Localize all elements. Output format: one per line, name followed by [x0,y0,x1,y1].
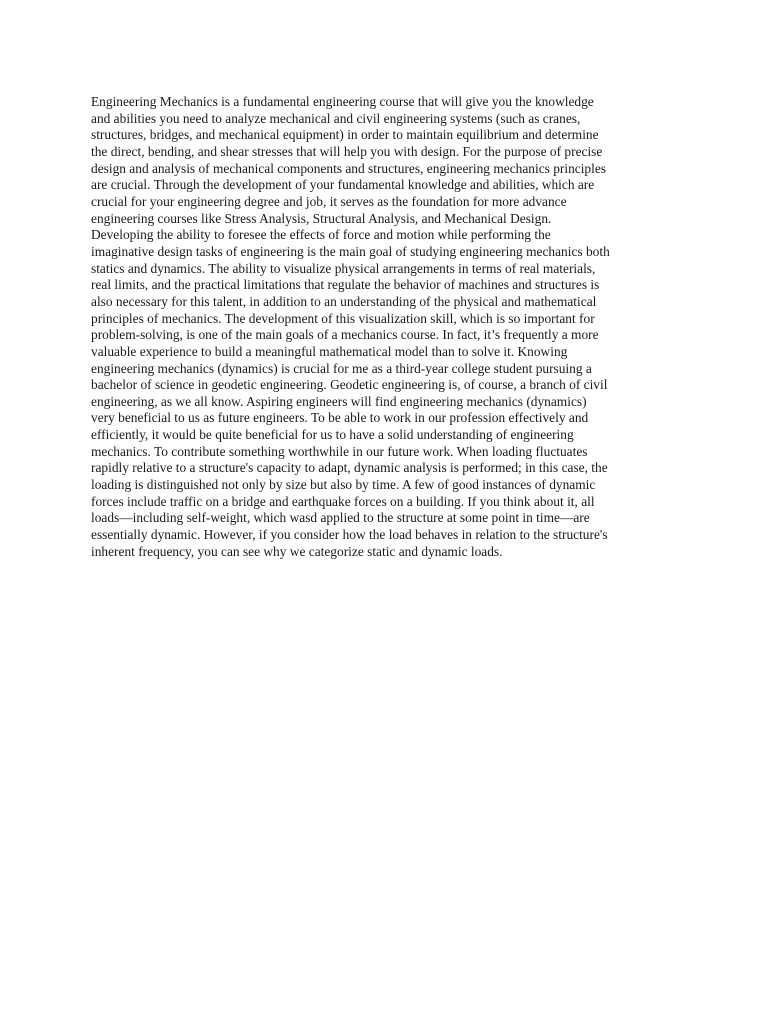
body-paragraph: Engineering Mechanics is a fundamental engineering course that will give you the knowledge and abilities you need to analyze mechanical and civil engineering systems (such as cranes, structures, bridges, and mechanical equipment) in order to maintain equilibrium and determine the direct, bending, and shear stresses that will help you with design. For the purpose of precise design and analysis of mechanical components and structures, engineering mechanics principles are crucial. Through the development of your fundamental knowledge and abilities, which are crucial for your engineering degree and job, it serves as the foundation for more advance engineering courses like Stress Analysis, Structural Analysis, and Mechanical Design. Developing the ability to foresee the effects of force and motion while performing the imaginative design tasks of engineering is the main goal of studying engineering mechanics both statics and dynamics. The ability to visualize physical arrangements in terms of real materials, real limits, and the practical limitations that regulate the behavior of machines and structures is also necessary for this talent, in addition to an understanding of the physical and mathematical principles of mechanics. The development of this visualization skill, which is so important for problem-solving, is one of the main goals of a mechanics course. In fact, it’s frequently a more valuable experience to build a meaningful mathematical model than to solve it. Knowing engineering mechanics (dynamics) is crucial for me as a third-year college student pursuing a bachelor of science in geodetic engineering. Geodetic engineering is, of course, a branch of civil engineering, as we all know. Aspiring engineers will find engineering mechanics (dynamics) very beneficial to us as future engineers. To be able to work in our profession effectively and efficiently, it would be quite beneficial for us to have a solid understanding of engineering mechanics. To contribute something worthwhile in our future work. When loading fluctuates rapidly relative to a structure's capacity to adapt, dynamic analysis is performed; in this case, the loading is distinguished not only by size but also by time. A few of good instances of dynamic forces include traffic on a bridge and earthquake forces on a building. If you think about it, all loads—including self-weight, which wasd applied to the structure at some point in time—are essentially dynamic. However, if you consider how the load behaves in relation to the structure's inherent frequency, you can see why we categorize static and dynamic loads. [91,94,610,559]
